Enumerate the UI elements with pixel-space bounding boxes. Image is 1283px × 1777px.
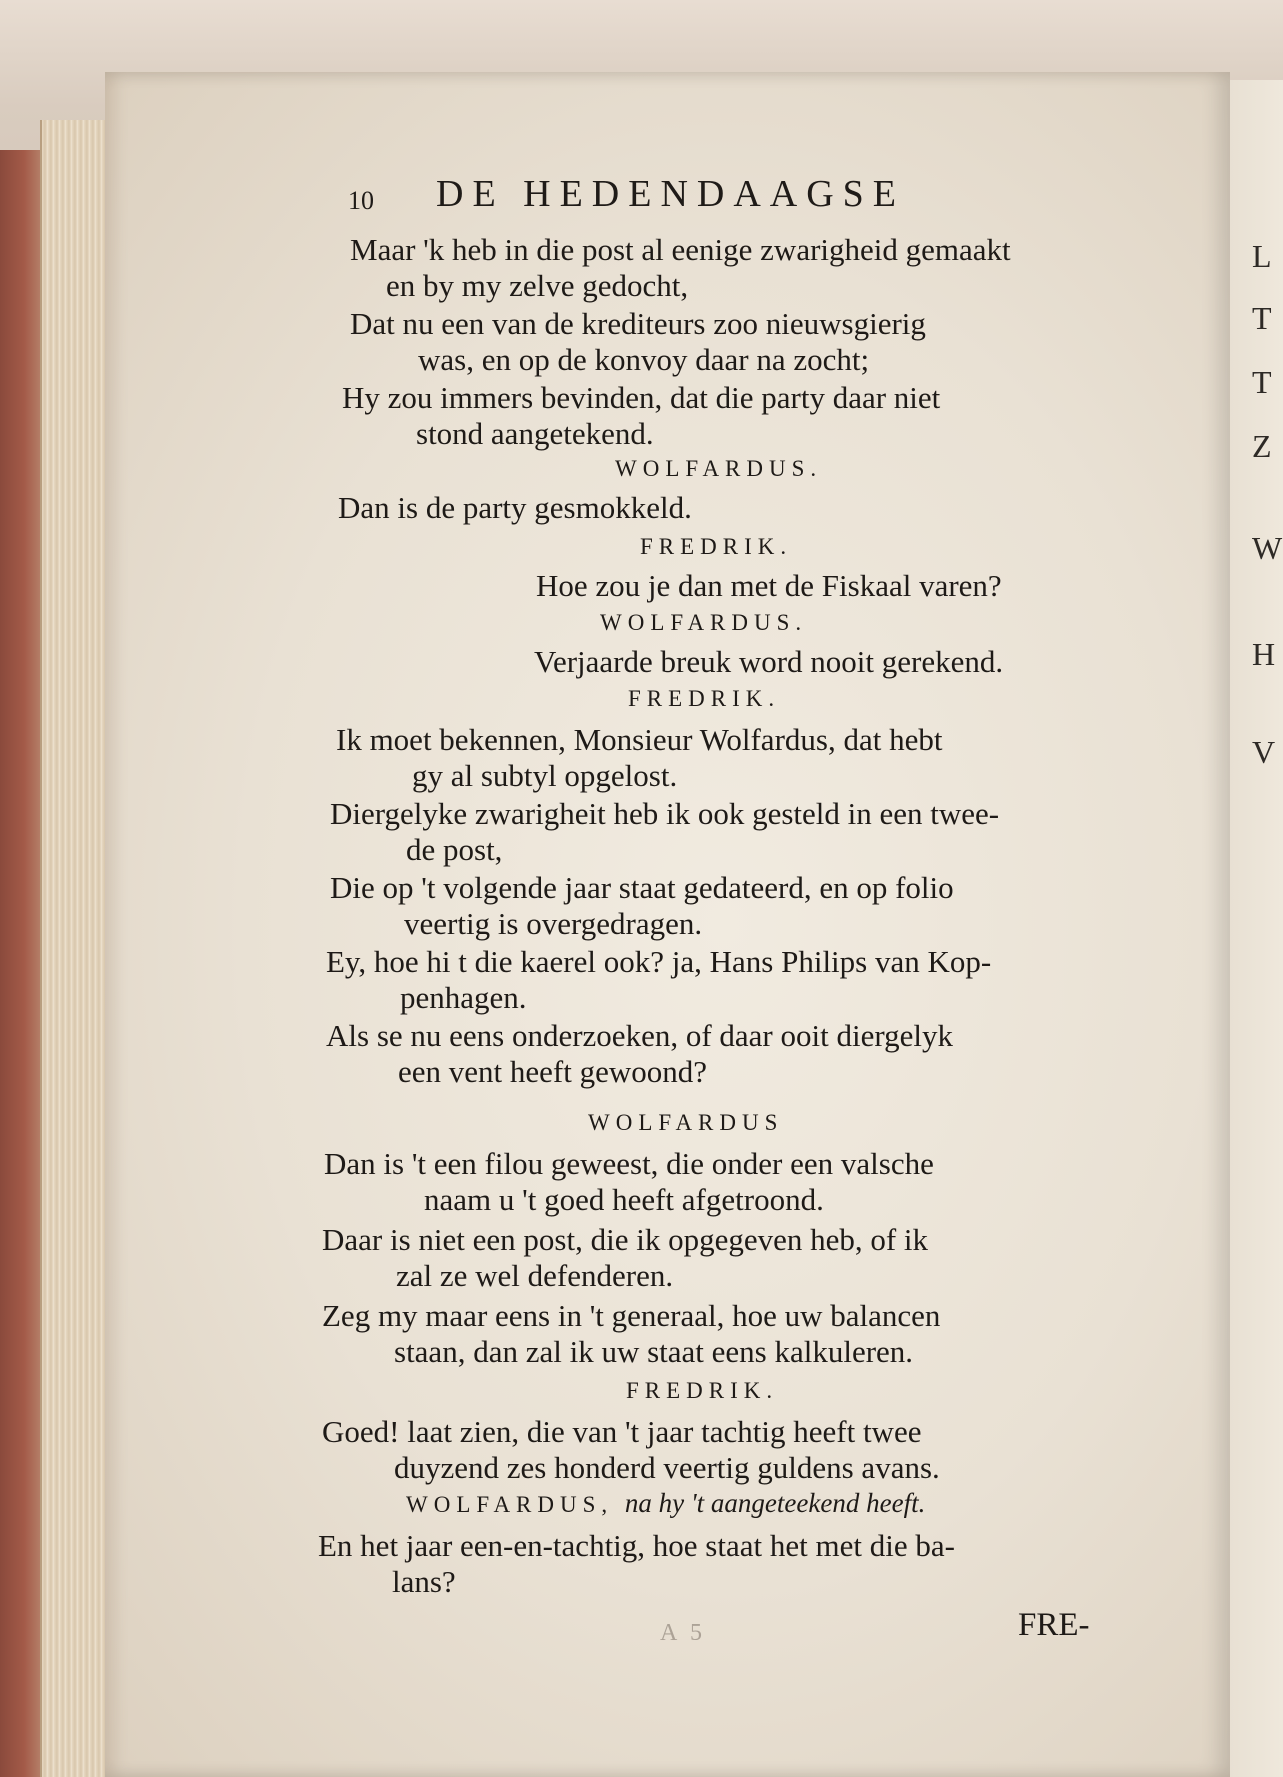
text-line: Ik moet bekennen, Monsieur Wolfardus, dat hebt bbox=[336, 722, 943, 757]
text-line: de post, bbox=[406, 832, 503, 867]
text-line: Hy zou immers bevinden, dat die party daar niet bbox=[342, 380, 941, 415]
running-title: DE HEDENDAAGSE bbox=[436, 173, 906, 215]
facing-page-letter: V bbox=[1252, 734, 1276, 770]
text-line: penhagen. bbox=[400, 980, 527, 1015]
text-line: staan, dan zal ik uw staat eens kalkuleren. bbox=[394, 1334, 914, 1369]
text-line: naam u 't goed heeft afgetroond. bbox=[424, 1182, 824, 1217]
text-line: Daar is niet een post, die ik opgegeven heb, of ik bbox=[322, 1222, 929, 1257]
text-line: zal ze wel defenderen. bbox=[396, 1258, 674, 1293]
facing-page-letter: Z bbox=[1252, 428, 1272, 464]
text-line: Diergelyke zwarigheit heb ik ook gesteld in een twee- bbox=[330, 796, 1000, 831]
speaker-name-label: WOLFARDUS, bbox=[406, 1492, 614, 1517]
text-line: Als se nu eens onderzoeken, of daar ooit diergelyk bbox=[326, 1018, 953, 1053]
text-line: lans? bbox=[392, 1564, 456, 1599]
text-line: Dan is de party gesmokkeld. bbox=[338, 490, 692, 525]
text-line: stond aangetekend. bbox=[416, 416, 654, 451]
text-line: en by my zelve gedocht, bbox=[386, 268, 689, 303]
facing-page-letter: L bbox=[1252, 238, 1272, 274]
speaker-name: FREDRIK. bbox=[640, 534, 793, 559]
text-line: veertig is overgedragen. bbox=[404, 906, 703, 941]
text-line: gy al subtyl opgelost. bbox=[412, 758, 678, 793]
text-line: Verjaarde breuk word nooit gerekend. bbox=[534, 644, 1004, 679]
speaker-name: WOLFARDUS. bbox=[615, 456, 823, 481]
signature-mark: A 5 bbox=[660, 1620, 707, 1646]
text-line: Ey, hoe hi t die kaerel ook? ja, Hans Philips van Kop- bbox=[326, 944, 992, 979]
facing-page-letter: W bbox=[1252, 530, 1283, 566]
page-header bbox=[340, 172, 1140, 222]
speaker-name: FREDRIK. bbox=[626, 1378, 779, 1403]
text-line: was, en op de konvoy daar na zocht; bbox=[418, 342, 870, 377]
text-line: Goed! laat zien, die van 't jaar tachtig heeft twee bbox=[322, 1414, 922, 1449]
stage-direction: na hy 't aangeteekend heeft. bbox=[624, 1488, 926, 1518]
text-line: Dan is 't een filou geweest, die onder een valsche bbox=[324, 1146, 934, 1181]
speaker-name: WOLFARDUS bbox=[588, 1110, 784, 1135]
facing-page-letter: H bbox=[1252, 636, 1276, 672]
facing-page-letter: T bbox=[1252, 300, 1272, 336]
text-line: Dat nu een van de krediteurs zoo nieuwsgierig bbox=[350, 306, 926, 341]
text-line: Die op 't volgende jaar staat gedateerd, en op folio bbox=[330, 870, 954, 905]
text-line: Maar 'k heb in die post al eenige zwarigheid gemaakt bbox=[350, 232, 1011, 267]
text-line: een vent heeft gewoond? bbox=[398, 1054, 708, 1089]
catchword: FRE- bbox=[1018, 1607, 1090, 1643]
speaker-name: FREDRIK. bbox=[628, 686, 781, 711]
text-line: Hoe zou je dan met de Fiskaal varen? bbox=[536, 568, 1002, 603]
page-number: 10 bbox=[348, 186, 374, 215]
text-line: duyzend zes honderd veertig guldens avans. bbox=[394, 1450, 940, 1485]
speaker-name bbox=[406, 1488, 925, 1520]
facing-page-letter: T bbox=[1252, 364, 1272, 400]
text-line: Zeg my maar eens in 't generaal, hoe uw balancen bbox=[322, 1298, 941, 1333]
text-line: En het jaar een-en-tachtig, hoe staat het met die ba- bbox=[318, 1528, 955, 1563]
speaker-name: WOLFARDUS. bbox=[600, 610, 808, 635]
